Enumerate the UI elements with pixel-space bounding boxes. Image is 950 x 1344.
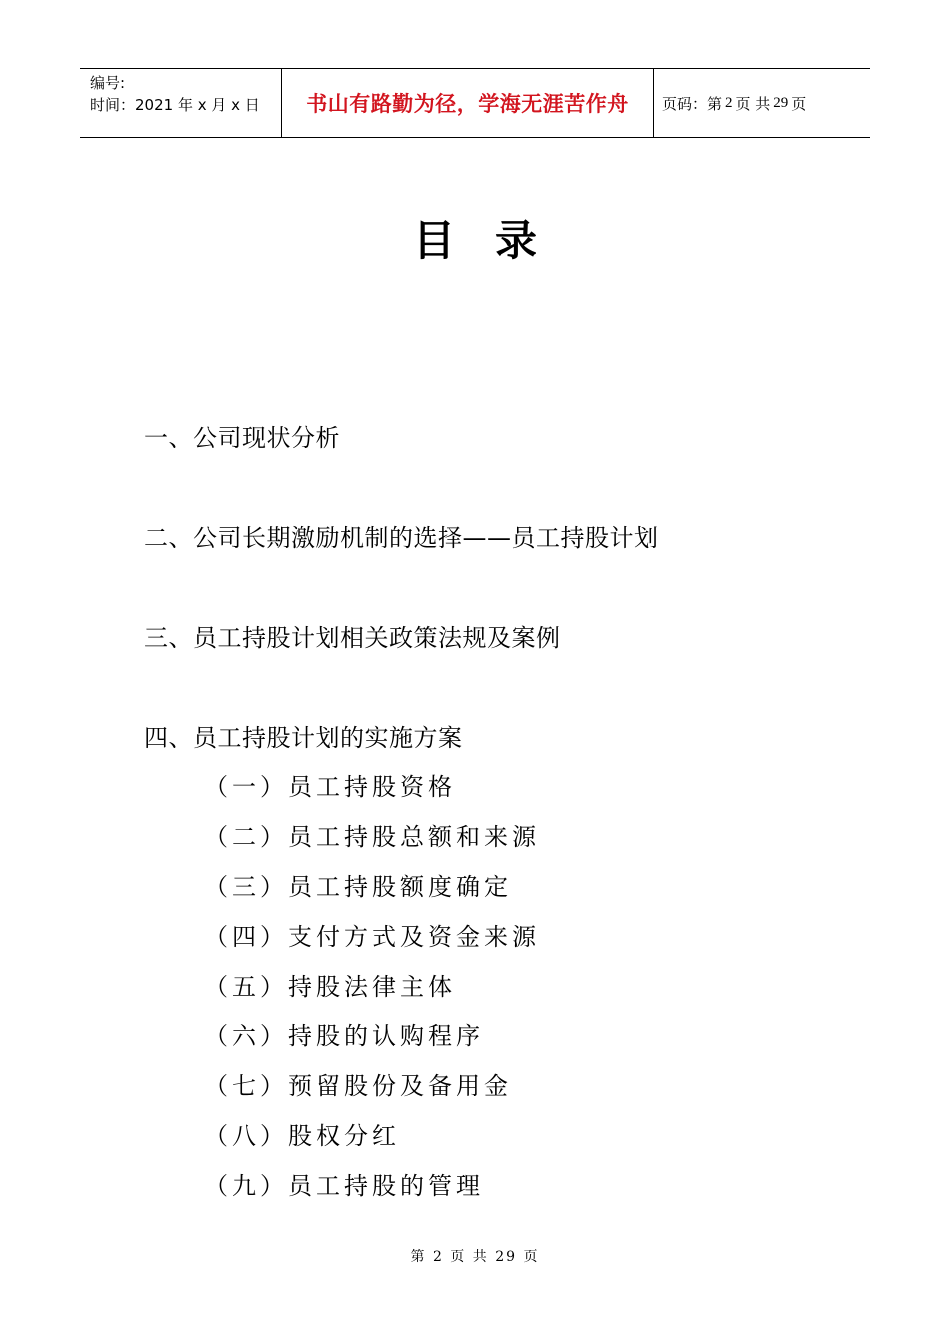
toc-subsection-6[interactable]: （六）持股的认购程序: [204, 1022, 484, 1050]
header-table: [80, 68, 870, 138]
toc-subsection-4[interactable]: （四）支付方式及资金来源: [204, 923, 540, 951]
toc-subsection-9[interactable]: （九）员工持股的管理: [204, 1172, 484, 1200]
header-motto: 书山有路勤为径，学海无涯苦作舟: [306, 91, 629, 116]
toc-subsection-5[interactable]: （五）持股法律主体: [204, 973, 456, 1001]
toc-section-2[interactable]: 二、公司长期激励机制的选择——员工持股计划: [144, 524, 659, 552]
toc-subsection-7[interactable]: （七）预留股份及备用金: [204, 1072, 512, 1100]
header-meta: [80, 69, 282, 137]
document-time: 时间：2021 年 x 月 x 日: [90, 96, 260, 114]
page-total: 29: [773, 94, 789, 111]
header-page-info: [654, 69, 870, 137]
page-suffix: 页: [791, 94, 807, 113]
header-motto-cell: [282, 69, 654, 137]
document-number-label: 编号:: [90, 74, 126, 92]
toc-section-3[interactable]: 三、员工持股计划相关政策法规及案例: [144, 624, 561, 652]
page-footer: 第 2 页 共 29 页: [410, 1249, 540, 1265]
toc-subsection-8[interactable]: （八）股权分红: [204, 1122, 400, 1150]
toc-subsection-3[interactable]: （三）员工持股额度确定: [204, 873, 512, 901]
toc-section-1[interactable]: 一、公司现状分析: [144, 424, 340, 452]
page-mid: 页 共: [735, 94, 771, 113]
page-prefix: 页码：第: [662, 94, 723, 113]
toc-section-4[interactable]: 四、员工持股计划的实施方案: [144, 724, 463, 752]
document-title: 目录: [412, 216, 577, 265]
toc-subsection-2[interactable]: （二）员工持股总额和来源: [204, 823, 540, 851]
page-current: 2: [725, 94, 733, 111]
toc-subsection-1[interactable]: （一）员工持股资格: [204, 773, 456, 801]
